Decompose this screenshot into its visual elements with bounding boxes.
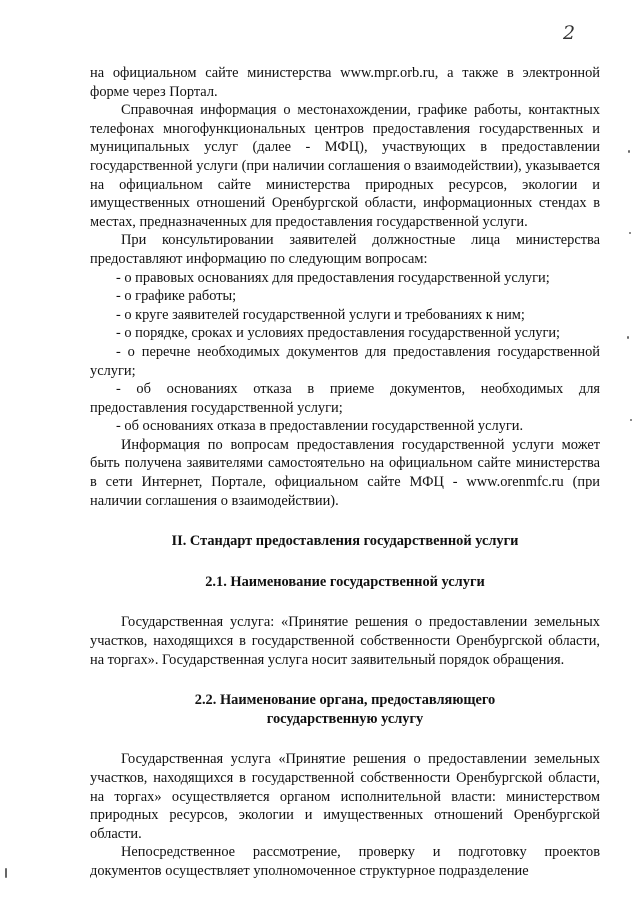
subsection-heading-2-2 <box>90 691 600 728</box>
list-item-procedure: - о порядке, сроках и условиях предоставления государственной услуги; <box>116 325 561 342</box>
page-number: 2 <box>563 22 576 44</box>
document-body <box>90 64 600 881</box>
list-item-documents: - о перечне необходимых документов для предоставления государственной услуги; <box>90 343 600 379</box>
paragraph-consulting: При консультировании заявителей должностные лица министерства предоставляют информацию по следующим вопросам: <box>90 232 600 267</box>
list-item-refusal-service: - об основаниях отказа в предоставлении государственной услуги. <box>116 418 524 435</box>
subsection-heading-2-1: 2.1. Наименование государственной услуги <box>205 573 485 590</box>
scan-speck <box>628 150 630 153</box>
paragraph-reference-info: Справочная информация о местонахождении, графике работы, контактных телефонах многофункциональных центров предоставления государственных и муниципальных услуг (далее - МФЦ), участвующих в предоставлении государственной услуги (при наличии соглашения о взаимодействии), указывается на официальном сайте министерства природных ресурсов, экологии и имущественных отношений Оренбургской области, информационных стендах в местах, предназначенных для предоставления государственной услуги. <box>90 102 600 230</box>
list-item-applicants: - о круге заявителей государственной услуги и требованиях к ним; <box>116 306 525 323</box>
list-item-schedule: - о графике работы; <box>116 288 237 305</box>
paragraph-authority: Государственная услуга «Принятие решения о предоставлении земельных участков, находящихся в государственной собственности Оренбургской области, на торгах» осуществляется органом исполнительной власти: министерством природных ресурсов, экологии и имущественных отношений Оренбургской области. <box>90 751 600 842</box>
section-heading-standard: II. Стандарт предоставления государственной услуги <box>171 533 519 550</box>
subsection-heading-2-2-line1: 2.2. Наименование органа, предоставляющего <box>194 692 496 709</box>
list-item-legal-basis: - о правовых основаниях для предоставления государственной услуги; <box>116 269 550 286</box>
list-item-refusal-acceptance: - об основаниях отказа в приеме документов, необходимых для предоставления государственной услуги; <box>90 381 600 416</box>
subsection-heading-2-2-line2: государственную услугу <box>266 710 424 727</box>
scan-speck <box>627 336 629 339</box>
scan-speck <box>5 868 7 878</box>
paragraph-continuation: на официальном сайте министерства www.mpr.orb.ru, а также в электронной форме через Портал. <box>90 65 600 100</box>
scan-speck <box>630 419 632 421</box>
paragraph-service-name: Государственная услуга: «Принятие решения о предоставлении земельных участков, находящихся в государственной собственности Оренбургской области, на торгах». Государственная услуга носит заявительный порядок обращения. <box>90 614 600 668</box>
paragraph-information-sources: Информация по вопросам предоставления государственной услуги может быть получена заявителями самостоятельно на официальном сайте министерства в сети Интернет, Портале, официальном сайте МФЦ - www.orenmfc.ru (при наличии соглашения о взаимодействии). <box>90 436 600 509</box>
scan-speck <box>629 232 631 234</box>
paragraph-direct-review: Непосредственное рассмотрение, проверку и подготовку проектов документов осуществляет уполномоченное структурное подразделение <box>90 844 600 879</box>
